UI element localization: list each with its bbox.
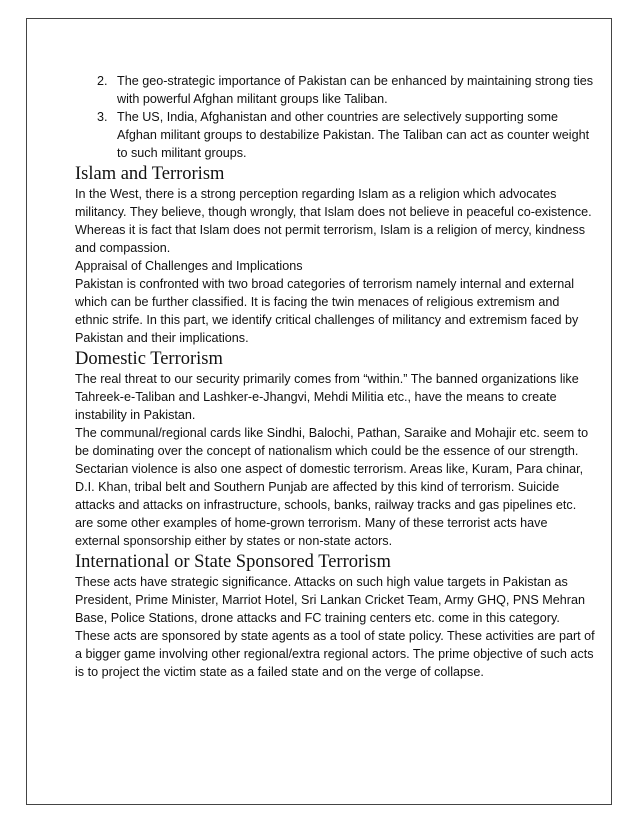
subheading-appraisal: Appraisal of Challenges and Implications [75,259,303,273]
numbered-list [75,72,595,162]
page-content [75,72,595,681]
heading-domestic-terrorism: Domestic Terrorism [75,349,223,369]
heading-islam-and-terrorism: Islam and Terrorism [75,164,225,184]
paragraph: The communal/regional cards like Sindhi, Balochi, Pathan, Saraike and Mohajir etc. seem to be dominating over the concept of nationalism which could be the essence of our strength. Sectarian violence is also one aspect of domestic terrorism. Areas like, Kuram, Para chinar, D.I. Khan, tribal belt and Southern Punjab are affected by this kind of terrorism. Suicide attacks and attacks on infrastructure, schools, banks, railway tracks and gas pipelines etc. are some other examples of home-grown terrorism. Many of these terrorist acts have external sponsorship either by states or non-state actors. [75,426,589,548]
list-item [75,72,595,108]
paragraph: Pakistan is confronted with two broad categories of terrorism namely internal and external which can be further classified. It is facing the twin menaces of religious extremism and ethnic strife. In this part, we identify critical challenges of militancy and extremism faced by Pakistan and their implications. [75,277,579,345]
list-text: The geo-strategic importance of Pakistan can be enhanced by maintaining strong ties with powerful Afghan militant groups like Taliban. [117,74,594,106]
list-number: 3. [97,110,108,124]
paragraph: The real threat to our security primarily comes from “within.” The banned organizations like Tahreek-e-Taliban and Lashker-e-Jhangvi, Mehdi Militia etc., have the means to create instability in Pakistan. [75,372,579,422]
paragraph: Whereas it is fact that Islam does not permit terrorism, Islam is a religion of mercy, kindness and compassion. [75,223,585,255]
list-text: The US, India, Afghanistan and other countries are selectively supporting some Afghan militant groups to destabilize Pakistan. The Taliban can act as counter weight to such militant groups. [117,110,590,160]
document-page [26,18,612,805]
paragraph: In the West, there is a strong perception regarding Islam as a religion which advocates militancy. They believe, though wrongly, that Islam does not believe in peaceful co-existence. [75,187,592,219]
paragraph: These acts have strategic significance. Attacks on such high value targets in Pakistan as President, Prime Minister, Marriot Hotel, Sri Lankan Cricket Team, Army GHQ, PNS Mehran Base, Police Stations, drone attacks and FC training centers etc. come in this category. These acts are sponsored by state agents as a tool of state policy. These activities are part of a bigger game involving other regional/extra regional actors. The prime objective of such acts is to project the victim state as a failed state and on the verge of collapse. [75,575,595,679]
list-item [75,108,595,162]
list-number: 2. [97,74,108,88]
heading-state-sponsored-terrorism: International or State Sponsored Terrorism [75,552,391,572]
